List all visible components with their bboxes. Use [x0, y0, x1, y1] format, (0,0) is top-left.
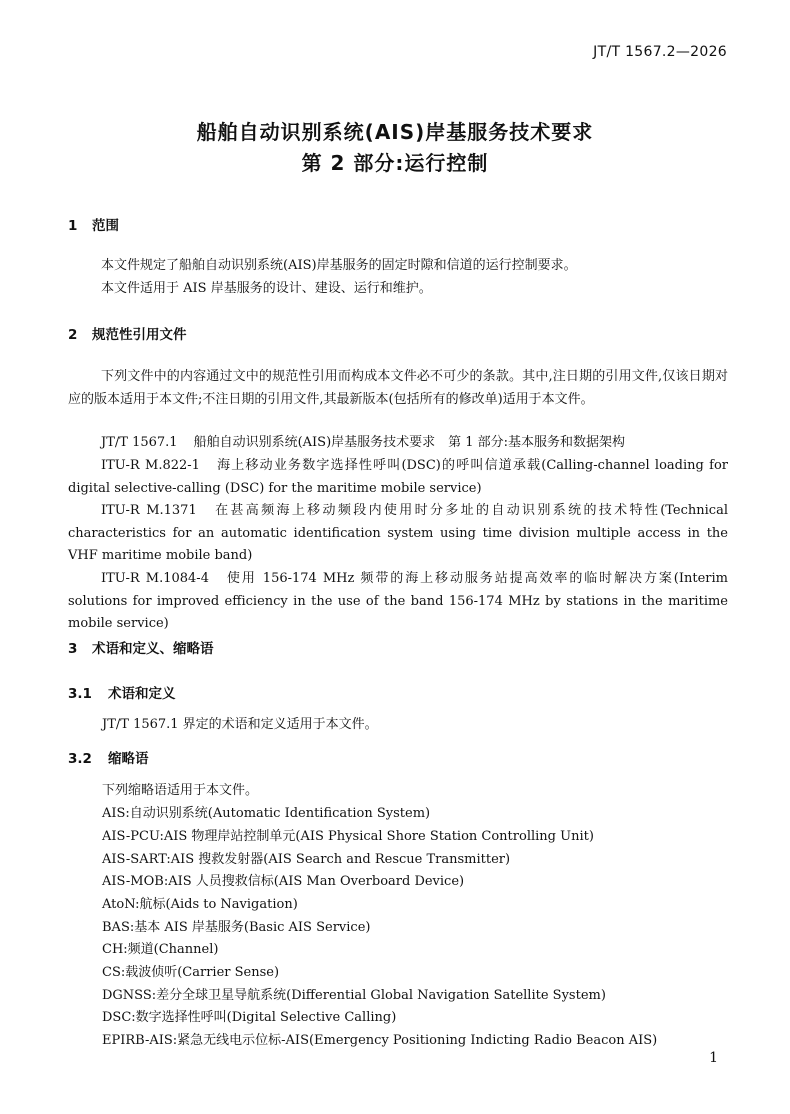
reference-title: 使用 156-174 MHz 频带的海上移动服务站提高效率的临时解决方案(Interim solutions for improved efficiency in the use of the band 156-174 MHz by stations in the maritime mobile service) — [68, 571, 728, 631]
abbreviation-item: DSC:数字选择性呼叫(Digital Selective Calling) — [102, 1010, 397, 1025]
section-title: 缩略语 — [108, 751, 149, 767]
reference-title: 海上移动业务数字选择性呼叫(DSC)的呼叫信道承载(Calling-channel loading for digital selective-calling (DSC) for the maritime mobile service) — [68, 458, 728, 496]
section-2-heading — [68, 323, 187, 343]
abbreviation-item: DGNSS:差分全球卫星导航系统(Differential Global Navigation Satellite System) — [102, 988, 606, 1003]
section-1-paragraph-2: 本文件适用于 AIS 岸基服务的设计、建设、运行和维护。 — [101, 281, 432, 296]
section-1-paragraph-1: 本文件规定了船舶自动识别系统(AIS)岸基服务的固定时隙和信道的运行控制要求。 — [101, 258, 577, 273]
abbreviation-item: AIS-MOB:AIS 人员搜救信标(AIS Man Overboard Device) — [102, 874, 465, 889]
section-title: 规范性引用文件 — [92, 327, 187, 343]
reference-code: ITU-R M.822-1 — [101, 458, 200, 473]
reference-code: ITU-R M.1084-4 — [101, 571, 209, 586]
abbreviation-item: EPIRB-AIS:紧急无线电示位标-AIS(Emergency Positioning Indicting Radio Beacon AIS) — [102, 1033, 658, 1048]
reference-item — [68, 568, 728, 636]
section-3-1-heading — [68, 682, 176, 702]
abbreviation-item: AIS-PCU:AIS 物理岸站控制单元(AIS Physical Shore Station Controlling Unit) — [102, 829, 594, 844]
section-number: 2 — [68, 327, 78, 343]
document-title: 船舶自动识别系统(AIS)岸基服务技术要求 — [196, 120, 594, 144]
reference-title: 船舶自动识别系统(AIS)岸基服务技术要求 第 1 部分:基本服务和数据架构 — [193, 435, 626, 450]
reference-code: ITU-R M.1371 — [101, 503, 197, 518]
section-title: 术语和定义 — [108, 686, 176, 702]
page-number: 1 — [709, 1050, 718, 1066]
reference-item — [68, 432, 728, 455]
section-number: 1 — [68, 218, 78, 234]
section-title: 术语和定义、缩略语 — [92, 641, 214, 657]
section-number: 3.2 — [68, 751, 92, 767]
abbreviation-item: AIS:自动识别系统(Automatic Identification System) — [102, 806, 431, 821]
section-number: 3 — [68, 641, 78, 657]
section-3-2-heading — [68, 747, 149, 767]
section-2-intro: 下列文件中的内容通过文中的规范性引用而构成本文件必不可少的条款。其中,注日期的引用文件,仅该日期对应的版本适用于本文件;不注日期的引用文件,其最新版本(包括所有的修改单)适用于本文件。 — [68, 369, 728, 407]
standard-number: JT/T 1567.2—2026 — [593, 44, 727, 60]
reference-code: JT/T 1567.1 — [101, 435, 178, 450]
section-3-1-text: JT/T 1567.1 界定的术语和定义适用于本文件。 — [102, 717, 378, 732]
document-subtitle: 第 2 部分:运行控制 — [301, 151, 489, 175]
section-title: 范围 — [92, 218, 119, 234]
reference-item — [68, 455, 728, 500]
section-number: 3.1 — [68, 686, 92, 702]
abbreviation-item: CS:载波侦听(Carrier Sense) — [102, 965, 280, 980]
reference-title: 在甚高频海上移动频段内使用时分多址的自动识别系统的技术特性(Technical characteristics for an automatic identification system using time division multiple access in the VHF maritime mobile band) — [68, 503, 728, 563]
section-1-heading — [68, 214, 119, 234]
abbreviation-item: BAS:基本 AIS 岸基服务(Basic AIS Service) — [102, 920, 371, 935]
abbreviation-item: CH:频道(Channel) — [102, 942, 219, 957]
abbreviation-item: AtoN:航标(Aids to Navigation) — [102, 897, 298, 912]
abbreviation-item: AIS-SART:AIS 搜救发射器(AIS Search and Rescue Transmitter) — [102, 852, 511, 867]
section-3-heading — [68, 637, 214, 657]
reference-item — [68, 500, 728, 568]
section-3-2-intro: 下列缩略语适用于本文件。 — [102, 783, 259, 798]
